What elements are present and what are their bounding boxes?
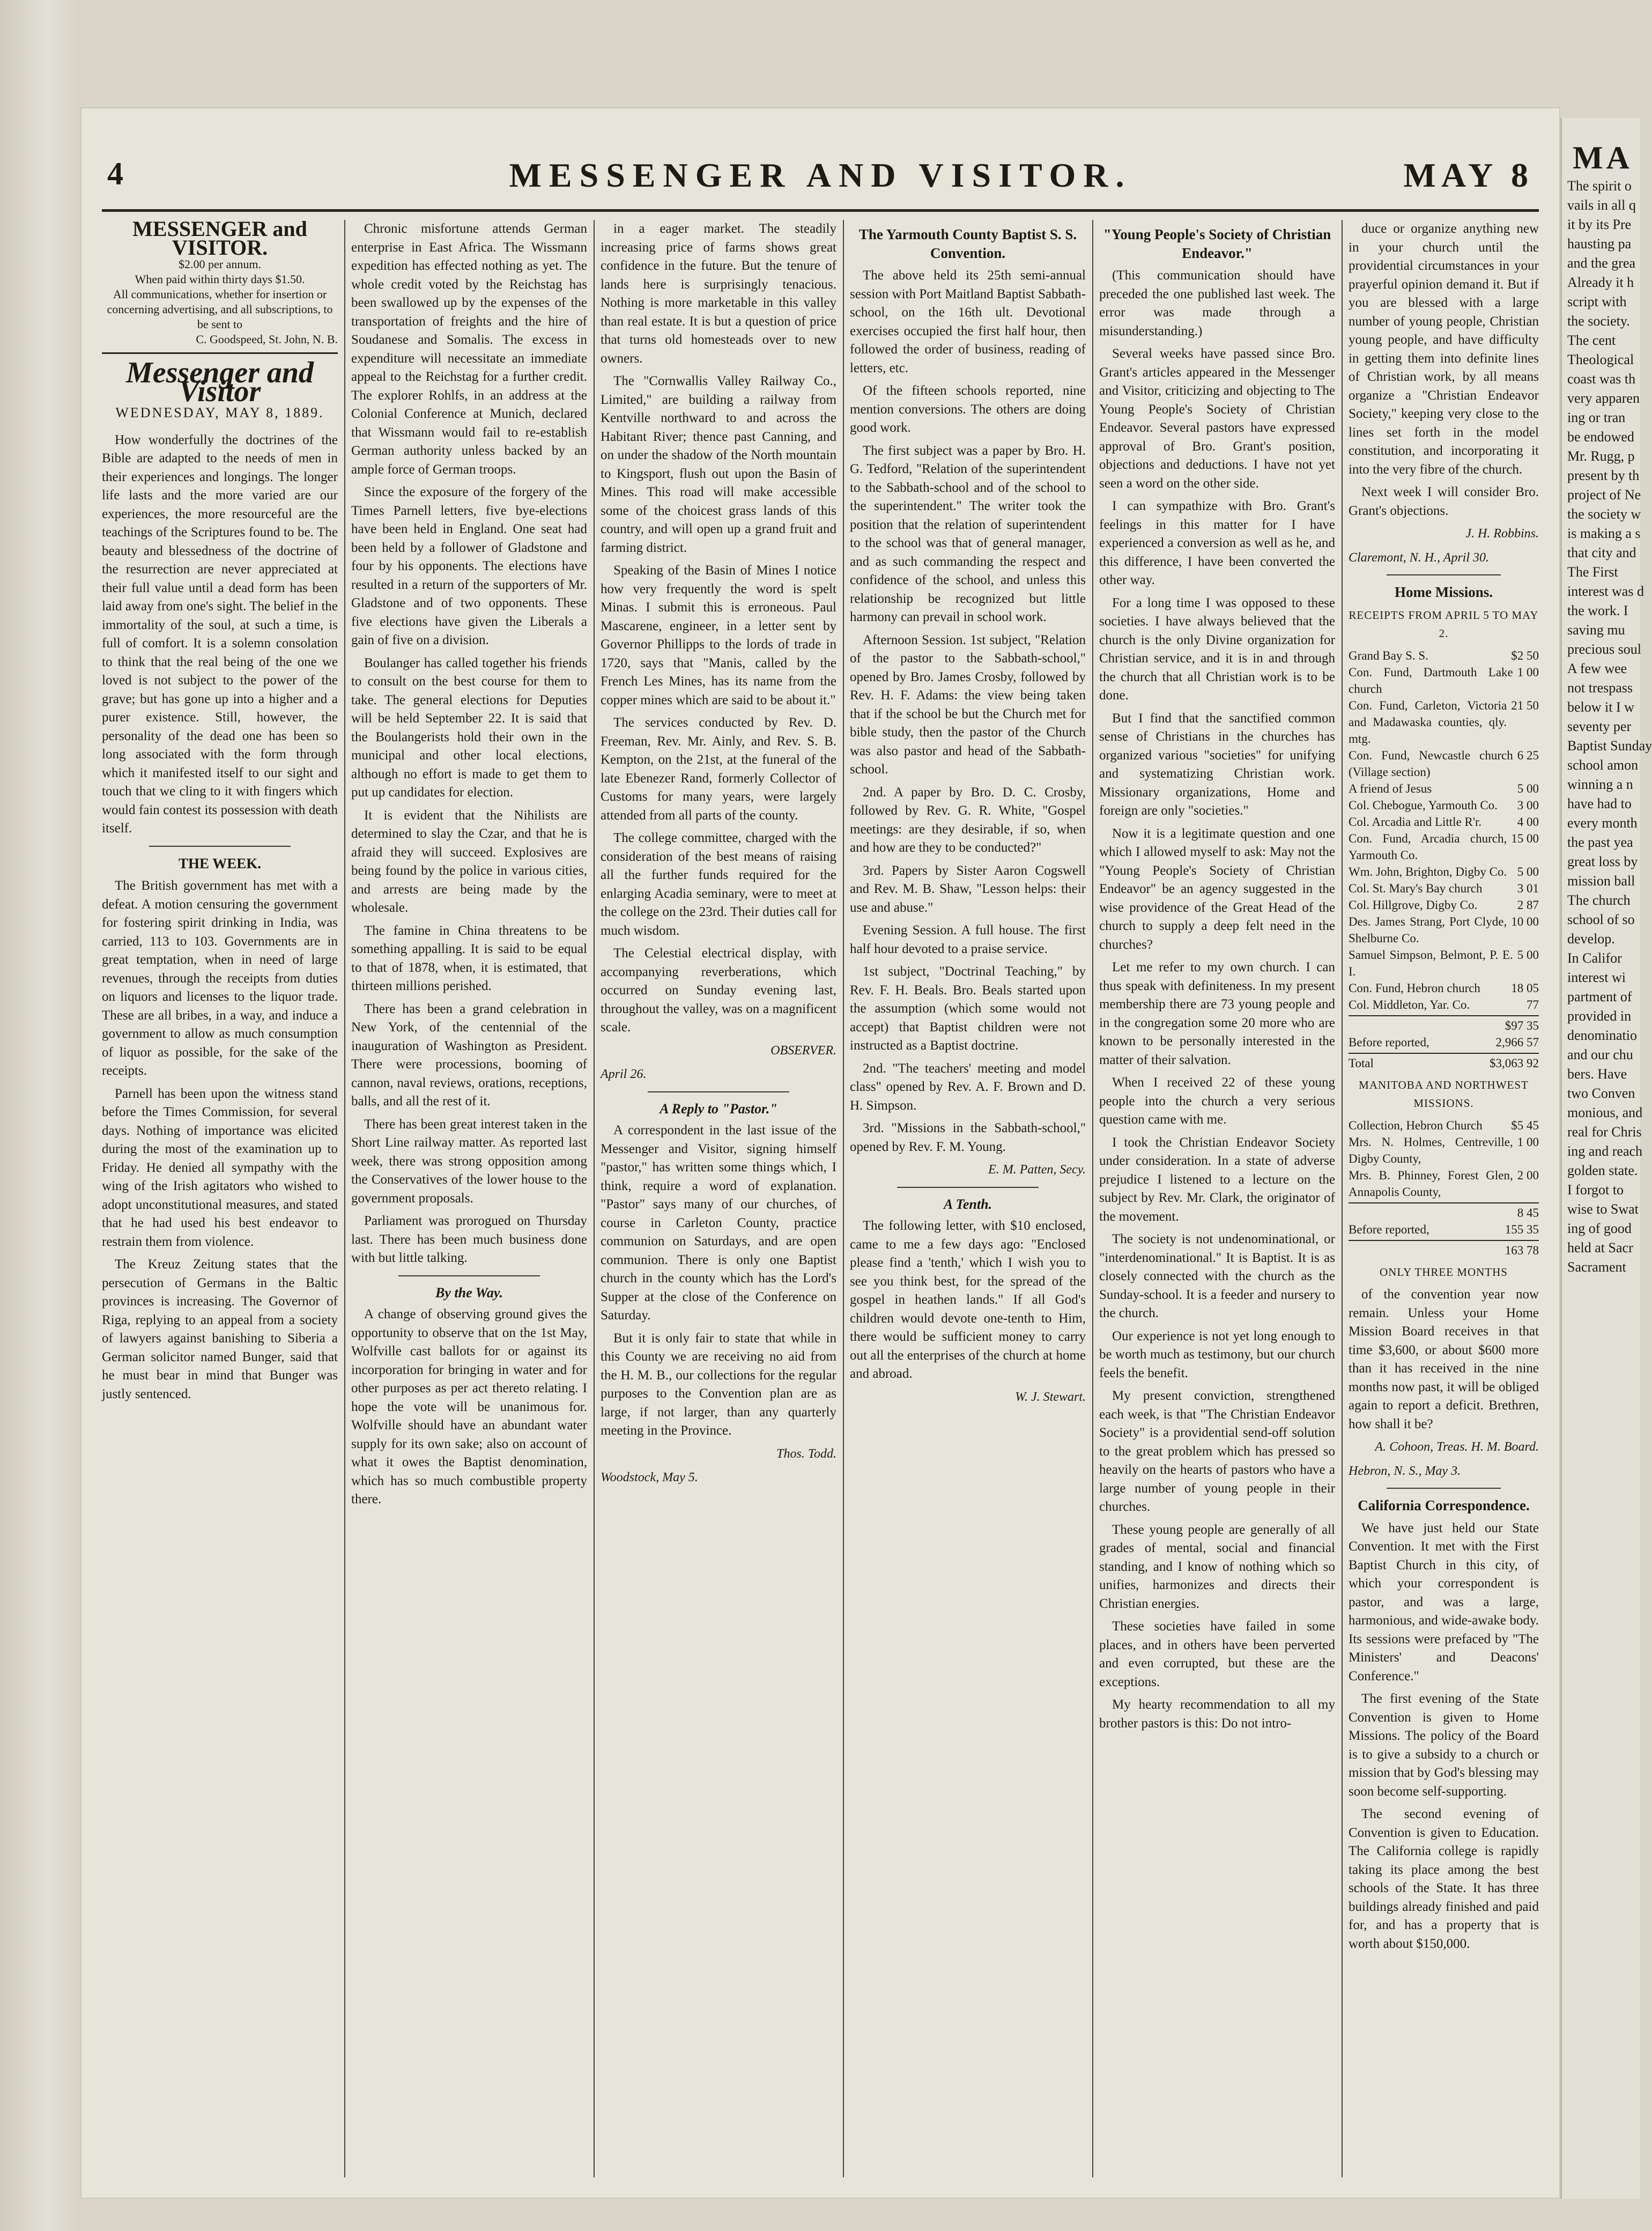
editorial-flag: Messenger and Visitor (125, 356, 314, 408)
article-paragraph: The second evening of Convention is given to Education. The California college is rapidly taking its place among the best schools of the State. It has three buildings already finished and paid for, and has a property that is worth about $150,000. (1349, 1807, 1539, 1951)
ledger-label: Con. Fund, Newcastle church (Village section) (1349, 748, 1513, 779)
adjacent-text-line: I forgot to (1567, 1182, 1624, 1198)
news-paragraph: Since the exposure of the forgery of the Times Parnell letters, five bye-elections have been held in England. One seat had been held by a follower of Gladstone and four by his opponents. The elections have resulted in a return of the supporters of Mr. Gladstone and of two opponents. These five elections have given the Liberals a gain of five on a division. (351, 485, 587, 647)
ledger-label: Con. Fund, Hebron church (1349, 981, 1480, 995)
section-heading-week: THE WEEK. (178, 855, 262, 871)
column-rule (1342, 220, 1343, 2177)
ledger-label: Before reported, (1349, 1035, 1429, 1049)
ledger-amount: 3 01 (1517, 881, 1539, 895)
ledger-row (1349, 1134, 1539, 1167)
ledger-label: Col. Middleton, Yar. Co. (1349, 998, 1470, 1011)
ledger-amount: 5 00 (1517, 948, 1539, 962)
adjacent-text-line: every month (1567, 815, 1638, 831)
adjacent-text-line: and the grea (1567, 255, 1636, 271)
adjacent-text-line: The spirit o (1567, 178, 1632, 194)
adjacent-text-line: that city and (1567, 545, 1636, 560)
separator (1387, 574, 1501, 575)
ledger-row-subtotal (1349, 1202, 1539, 1221)
news-paragraph: There has been great interest taken in the Short Line railway matter. As reported last week, there was strong opposition among the Conservatives of the lower house to the government proposals. (351, 1117, 587, 1206)
manitoba-heading: MANITOBA AND NORTHWEST MISSIONS. (1359, 1078, 1529, 1110)
article-paragraph: Our experience is not yet long enough to be worth much as testimony, but our church feels the benefit. (1099, 1328, 1335, 1380)
column-rule (843, 220, 844, 2177)
ledger-label: Col. Arcadia and Little R'r. (1349, 815, 1482, 829)
article-paragraph: The above held its 25th semi-annual session with Port Maitland Baptist Sabbath-school, on the 16th ult. Devotional exercises occupied the first half hour, then followed the order of business, reading of letters, etc. (850, 268, 1086, 375)
adjacent-text-line: is making a s (1567, 526, 1641, 541)
ledger-amount: 15 00 (1511, 831, 1539, 845)
adjacent-text-line: it by its Pre (1567, 217, 1632, 232)
article-paragraph: duce or organize anything new in your church until the providential circumstances in your prayerful opinion demand it. But if you are blessed with a large number of young people, Christian young people, and have difficulty in getting them into definite lines of Christian work, by all means organize a "Christian Endeavor Society," keeping very close to the lines set forth in the model constitution, and incorporating it into the very fibre of the church. (1349, 221, 1539, 477)
ledger-amount: 2 87 (1517, 898, 1539, 912)
adjacent-text-line: partment of (1567, 989, 1632, 1004)
ledger-row (1349, 747, 1539, 780)
ledger-label: Con. Fund, Carleton, Victoria and Madawaska counties, qly. mtg. (1349, 698, 1507, 745)
masthead-date: MAY 8 (1403, 156, 1534, 194)
ledger-row (1349, 780, 1539, 797)
adjacent-text-line: The cent (1567, 333, 1616, 348)
news-paragraph: It is evident that the Nihilists are determined to slay the Czar, and that he is afraid they will succeed. Explosives are being found by the police in various cities, and arrests are being made by the wholesale. (351, 808, 587, 915)
ledger-amount: 1 00 (1517, 1135, 1539, 1149)
masthead (102, 145, 1539, 209)
signature: OBSERVER. (771, 1043, 836, 1058)
adjacent-text-line: very apparen (1567, 390, 1640, 406)
manitoba-totals (1349, 1202, 1539, 1259)
adjacent-text-line: held at Sacr (1567, 1240, 1633, 1255)
adjacent-text-line: hausting pa (1567, 236, 1632, 252)
adjacent-text-line: Theological (1567, 352, 1634, 367)
article-paragraph: Evening Session. A full house. The first half hour devoted to a praise service. (850, 923, 1086, 956)
article-paragraph: I can sympathize with Bro. Grant's feelings in this matter for I have experienced a conversion as well as he, and this difference, I have been converted the other way. (1099, 499, 1335, 587)
signature: Thos. Todd. (776, 1446, 836, 1461)
article-paragraph: A change of observing ground gives the opportunity to observe that on the 1st May, Wolfville cast ballots for or against its incorporation for bringing in water and for other purposes as per act thereto relating. I hope the vote will be unanimous for. Wolfville should have an abundant water supply for its own sake; also on account of what it owes the Baptist denomination, which has so much combustible property there. (351, 1307, 587, 1506)
article-paragraph: These young people are generally of all grades of mental, social and financial standing, and I know of nothing which so unifies, harmonizes and directs their Christian energies. (1099, 1522, 1335, 1611)
separator (398, 1275, 540, 1276)
article-paragraph: Now it is a legitimate question and one which I allowed myself to ask: May not the "Young People's Society of Christian Endeavor" be an agency suggested in the wise providence of the Great Head of the church to supply a deep felt need in the churches? (1099, 826, 1335, 952)
newspaper-page (80, 107, 1560, 2199)
ledger-row (1349, 863, 1539, 880)
article-paragraph: My present conviction, strengthened each week, is that "The Christian Endeavor Society" is a providential send-off solution to the great problem which has pressed so heavily on the hearts of pastors who have a large number of young people in their churches. (1099, 1388, 1335, 1514)
ledger-amount: 2 00 (1517, 1168, 1539, 1182)
adjacent-text-line: winning a n (1567, 777, 1633, 792)
ledger-amount: $3,063 92 (1490, 1056, 1539, 1070)
ledger-label: Col. St. Mary's Bay church (1349, 881, 1483, 895)
ledger-row (1349, 1167, 1539, 1200)
news-paragraph: The British government has met with a defeat. A motion censuring the government for fostering spirit drinking in India, was carried, 113 to 103. Governments are in great temptation, when in need of large revenues, through the receipts from duties on liquors and licenses to the liquor trade. These are all bribes, in a way, and induce a government to allow as much consumption of liquor as possible, for the sake of the receipts. (102, 878, 338, 1078)
adjacent-text-line: ing and reach (1567, 1143, 1643, 1159)
ledger-label: Col. Hillgrove, Digby Co. (1349, 898, 1478, 912)
section-heading-yarmouth: The Yarmouth County Baptist S. S. Convention. (858, 226, 1077, 261)
adjacent-text-line: provided in (1567, 1008, 1632, 1024)
ledger-label: Total (1349, 1056, 1374, 1070)
receipts-heading: RECEIPTS FROM APRIL 5 TO MAY 2. (1349, 608, 1539, 640)
ledger-row (1349, 996, 1539, 1013)
news-paragraph: Chronic misfortune attends German enterprise in East Africa. The Wissmann expedition has effected nothing as yet. The whole credit voted by the Reichstag has been swallowed up by the expenses of the transportation of freights and the hire of Soudanese and Somalis. The excess in expenditure will necessitate an immediate appeal to the Reichstag for a further credit. The explorer Rohlfs, in an address at the Colonial Conference at Munich, declared that Wissmann would fail to re-establish German authority unless backed by an ample force of German troops. (351, 221, 587, 477)
article-paragraph: But it is only fair to state that while in this County we are receiving no aid from the H. M. B., our collections for the regular purposes to the Convention plan are as large, if not larger, than any quarterly meeting in the Province. (601, 1331, 836, 1438)
ledger-amount: 4 00 (1517, 815, 1539, 829)
adjacent-text-line: and our chu (1567, 1047, 1633, 1062)
separator (1387, 1488, 1501, 1489)
newspaper-title: MESSENGER AND VISITOR. (509, 156, 1132, 194)
article-paragraph: The services conducted by Rev. D. Freeman, Rev. Mr. Ainly, and Rev. S. B. Kempton, on the 21st, at the funeral of the late Ebenezer Rand, formerly Collector of Customs for many years, were largely attended from all parts of the county. (601, 715, 836, 823)
adjacent-text-line: coast was th (1567, 371, 1636, 387)
article-paragraph: in a eager market. The steadily increasing price of farms shows great confidence in the future. But the tenure of lands here is surprisingly tenacious. Nothing is more marketable in this valley than real estate. It is but a question of price that turns old homesteads over to new owners. (601, 221, 836, 366)
news-paragraph: The famine in China threatens to be something appalling. It is said to be equal to that of 1878, when, it is estimated, that thirteen millions perished. (351, 923, 587, 993)
ledger-label: Collection, Hebron Church (1349, 1118, 1483, 1132)
column-rule (344, 220, 345, 2177)
news-paragraph: There has been a grand celebration in New York, of the centennial of the inauguration of Washington as President. There were processions, booming of cannon, naval reviews, orations, receptions, balls, and all the rest of it. (351, 1001, 587, 1109)
adjacent-text-line: not trespass (1567, 680, 1633, 696)
adjacent-text-line: great loss by (1567, 854, 1638, 869)
separator (897, 1187, 1039, 1188)
article-paragraph: Afternoon Session. 1st subject, "Relation of the pastor to the Sabbath-school," opened by Bro. James Crosby, followed by Rev. H. F. Adams: the view being taken that if the school be but the Church met for bible study, then the pastor of the Church was also pastor and head of the Sabbath-school. (850, 632, 1086, 777)
adjacent-text-line: develop. (1567, 931, 1615, 947)
ledger-label: Samuel Simpson, Belmont, P. E. I. (1349, 948, 1513, 978)
article-paragraph: The college committee, charged with the consideration of the best means of raising all the further funds required for the enlarging Acadia seminary, were to meet at the college on the 23rd. Their duties call for much wisdom. (601, 831, 836, 938)
box-title: MESSENGER and VISITOR. (132, 217, 307, 260)
adjacent-text-line: The First (1567, 564, 1618, 580)
adjacent-text-line: Mr. Rugg, p (1567, 448, 1635, 464)
section-heading-tenth: A Tenth. (943, 1196, 992, 1212)
adjacent-text-line: below it I w (1567, 699, 1634, 715)
only-three-months: ONLY THREE MONTHS (1380, 1265, 1508, 1279)
separator (648, 1091, 789, 1092)
ledger-row-subtotal (1349, 1015, 1539, 1034)
column-1 (102, 217, 338, 2177)
issue-date: WEDNESDAY, MAY 8, 1889. (115, 405, 324, 420)
column-2 (351, 220, 587, 2177)
box-price: $2.00 per annum. (179, 257, 261, 271)
column-rule (594, 220, 595, 2177)
article-paragraph: When I received 22 of these young people into the church a very serious question came with me. (1099, 1075, 1335, 1127)
ledger-amount: 3 00 (1517, 798, 1539, 812)
adjacent-text-line: precious soul (1567, 641, 1641, 657)
article-paragraph: These societies have failed in some places, and in others have been perverted and even corrupted, but these are the exceptions. (1099, 1619, 1335, 1689)
adjacent-text-line: be endowed (1567, 429, 1634, 445)
ledger-row (1349, 880, 1539, 897)
article-paragraph: The Celestial electrical display, with accompanying reverberations, which occurred on Sunday evening last, throughout the valley, was on a magnificent scale. (601, 946, 836, 1035)
ledger-row-before-reported (1349, 1034, 1539, 1051)
ledger-label: Des. James Strang, Port Clyde, Shelburne Co. (1349, 914, 1507, 945)
signature: E. M. Patten, Secy. (988, 1163, 1086, 1177)
adjacent-text-line: golden state. (1567, 1163, 1638, 1178)
adjacent-text-line: school amon (1567, 757, 1639, 773)
ledger-row (1349, 814, 1539, 830)
adjacent-text-line: the society. (1567, 313, 1630, 329)
adjacent-text-line: the past yea (1567, 834, 1633, 850)
ledger-amount: $5 45 (1511, 1118, 1539, 1132)
article-paragraph: A correspondent in the last issue of the Messenger and Visitor, signing himself "pastor," has written some things which, I think, require a word of explanation. "Pastor" says many of our churches, of course in Carleton County, practice communion on Saturdays, and are open communion. There is only one Baptist church in the county which has the Lord's Supper at the close of the Conference on Saturday. (601, 1123, 836, 1323)
column-3 (601, 220, 836, 2177)
page-number: 4 (107, 156, 123, 191)
adjacent-text-line: denominatio (1567, 1028, 1637, 1043)
news-paragraph: Parnell has been upon the witness stand before the Times Commission, for several days. Nothing of importance was elicited during the most of the examination up to Friday. He denied all sympathy with the wing of the Irish agitators who wished to adopt unconstitutional measures, and stated that he had used his best endeavor to restrain them from violence. (102, 1086, 338, 1249)
ledger-label: Mrs. B. Phinney, Forest Glen, Annapolis County, (1349, 1168, 1513, 1199)
adjacent-text-line: mission ball (1567, 873, 1635, 889)
signature: W. J. Stewart. (1015, 1390, 1086, 1404)
adjacent-text-line: interest was d (1567, 583, 1644, 599)
adjacent-text-line: real for Chris (1567, 1124, 1642, 1140)
signature: A. Cohoon, Treas. H. M. Board. (1375, 1440, 1539, 1454)
column-5 (1099, 220, 1335, 2177)
article-paragraph: Next week I will consider Bro. Grant's objections. (1349, 485, 1539, 518)
adjacent-text-line: In Califor (1567, 950, 1622, 966)
ledger-label: Col. Chebogue, Yarmouth Co. (1349, 798, 1498, 812)
news-paragraph: Boulanger has called together his friends to consult on the best course for them to take. The general elections for Deputies will be held September 22. It is said that the Boulangerists hold their own in the municipal and other local elections, although no effort is made to get them to put up candidates for election. (351, 655, 587, 800)
article-paragraph: 1st subject, "Doctrinal Teaching," by Rev. F. H. Beals. Bro. Beals started upon the assumption (which some would not accept) that Baptist children were not instructed as a Baptist doctrine. (850, 964, 1086, 1053)
article-paragraph: The society is not undenominational, or "interdenominational." It is Baptist. It is as closely connected with the church as the Sunday-school. It is a feeder and nursery to the church. (1099, 1232, 1335, 1320)
article-paragraph: The following letter, with $10 enclosed, came to me a few days ago: "Enclosed please find a 'tenth,' which I wish you to see you think best, for the spread of the gospel in heathen lands." If all God's children would devote one-tenth to Him, there would be sufficient money to carry out all the enterprises of the church at home and abroad. (850, 1218, 1086, 1381)
adjacent-text-line: Baptist Sunday (1567, 738, 1652, 753)
adjacent-text-line: present by th (1567, 468, 1640, 483)
adjacent-text-line: two Conven (1567, 1085, 1635, 1101)
article-paragraph: Speaking of the Basin of Mines I notice how very frequently the word is spelt Minas. I submit this is erroneous. Paul Mascarene, engineer, in a letter sent by Governor Phillipps to the lords of trade in 1720, says that "Manis, called by the French Les Mines, has its name from the copper mines which are said to be about it." (601, 563, 836, 707)
receipts-ledger (1349, 647, 1539, 1013)
adjacent-text (1562, 176, 1652, 1277)
section-heading-home-missions: Home Missions. (1394, 584, 1493, 600)
ledger-amount: 77 (1527, 998, 1539, 1011)
adjacent-text-line: project of Ne (1567, 487, 1641, 503)
adjacent-text-line: ing of good (1567, 1221, 1632, 1236)
article-paragraph: The "Cornwallis Valley Railway Co., Limited," are building a railway from Kentville northward to and across the Habitant River; thence past Canning, and on under the shadow of the North mountain to Kingsport, flush out upon the Basin of Mines. This road will make accessible some of the choicest grass lands of this country, and will open up a grand fruit and farming district. (601, 374, 836, 555)
ledger-label: Con. Fund, Dartmouth Lake church (1349, 665, 1513, 696)
adjacent-text-line: The church (1567, 892, 1631, 908)
ledger-row-before-reported (1349, 1221, 1539, 1238)
ledger-row (1349, 697, 1539, 747)
ledger-amount: 5 00 (1517, 865, 1539, 878)
article-paragraph: Let me refer to my own church. I can thus speak with definiteness. In my present membership there are 73 young people and in the congregation some 20 more who are known to be personally interested in the matter of their salvation. (1099, 960, 1335, 1067)
box-address: C. Goodspeed, St. John, N. B. (196, 333, 338, 346)
ledger-amount: 18 05 (1511, 981, 1539, 995)
box-note: All communications, whether for insertion or concerning advertising, and all subscriptions, to be sent to (107, 287, 333, 331)
signature: J. H. Robbins. (1465, 527, 1539, 541)
adjacent-masthead: MA (1573, 140, 1633, 175)
editorial-paragraph: How wonderfully the doctrines of the Bible are adapted to the needs of men in their experiences and longings. The longer life lasts and the more varied are our experiences, the more resourceful are the teachings of the Scriptures found to be. The beauty and blessedness of the doctrine of the resurrection are never appreciated at their full value until a dead form has been laid away from one's sight. The belief in the immortality of the soul, at such a time, is full of comfort. It is a solemn consolation to think that the real being of the one we loved is not subject to the power of the grave; but has gone up into a higher and a purer existence. Still, however, the personality of the dead one has been so long associated with the form through which it manifested itself to our sight and touch that we cling to it with fingers which would fain contest its possession with death itself. (102, 432, 338, 836)
article-paragraph: 2nd. "The teachers' meeting and model class" opened by Rev. A. F. Brown and D. H. Simpson. (850, 1061, 1086, 1113)
adjacent-text-line: have had to (1567, 796, 1632, 811)
ledger-row (1349, 980, 1539, 996)
section-heading-reply: A Reply to "Pastor." (660, 1100, 777, 1117)
ledger-amount: 10 00 (1511, 914, 1539, 928)
ledger-row (1349, 947, 1539, 980)
ledger-amount: 155 35 (1505, 1222, 1539, 1236)
ledger-amount: 163 78 (1505, 1243, 1539, 1257)
ledger-label: Before reported, (1349, 1222, 1429, 1236)
adjacent-text-line: Sacrament (1567, 1259, 1626, 1275)
subscription-box (102, 217, 338, 354)
adjacent-text-line: saving mu (1567, 622, 1625, 638)
adjacent-text-line: school of so (1567, 912, 1635, 927)
ledger-label: A friend of Jesus (1349, 781, 1432, 795)
adjacent-text-line: A few wee (1567, 661, 1627, 676)
column-area (102, 217, 1539, 2177)
article-paragraph: The first evening of the State Convention is given to Home Missions. The policy of the Board is to give a subsidy to a church or mission that by God's blessing may soon become self-supporting. (1349, 1691, 1539, 1799)
ledger-amount: $2 50 (1511, 648, 1539, 662)
ledger-row (1349, 897, 1539, 913)
adjacent-text-line: ing or tran (1567, 410, 1626, 425)
adjacent-text-line: wise to Swat (1567, 1201, 1639, 1217)
adjacent-text-line: interest wi (1567, 970, 1626, 985)
article-paragraph: We have just held our State Convention. It met with the First Baptist Church in this city, of which your correspondent is pastor, and was a large, harmonious, and wide-awake body. Its sessions were prefaced by "The Ministers' and Deacons' Conference." (1349, 1520, 1539, 1683)
adjacent-text-line: Already it h (1567, 275, 1634, 290)
ledger-row-total (1349, 1240, 1539, 1259)
adjacent-text-line: the society w (1567, 506, 1641, 522)
ledger-row (1349, 647, 1539, 664)
article-paragraph: of the convention year now remain. Unless your Home Mission Board receives in that time $3,600, or about $600 more than it has received in the nine months now past, it will be obliged again to report a deficit. Brethren, how shall it be? (1349, 1287, 1539, 1431)
ledger-row (1349, 797, 1539, 814)
ledger-label: Grand Bay S. S. (1349, 648, 1428, 662)
article-paragraph: My hearty recommendation to all my brother pastors is this: Do not intro- (1099, 1697, 1335, 1731)
column-rule (1092, 220, 1093, 2177)
adjacent-text-line: script with (1567, 294, 1627, 309)
adjacent-page-edge (1560, 118, 1652, 2199)
article-paragraph: Several weeks have passed since Bro. Grant's articles appeared in the Messenger and Visitor, criticizing and objecting to The Young People's Society of Christian Endeavor. Several pastors have expressed approval of Bro. Grant's position, objections and deductions. I have not yet seen a word on the other side. (1099, 346, 1335, 491)
ledger-label: Con. Fund, Arcadia church, Yarmouth Co. (1349, 831, 1507, 862)
editor-note: (This communication should have preceded the one published last week. The error was made through a misunderstanding.) (1099, 268, 1335, 338)
ledger-row (1349, 830, 1539, 863)
ledger-label: Wm. John, Brighton, Digby Co. (1349, 865, 1507, 878)
box-terms: When paid within thirty days $1.50. (135, 272, 305, 286)
ledger-row-total (1349, 1053, 1539, 1072)
adjacent-text-line: seventy per (1567, 719, 1632, 734)
ledger-amount: 8 45 (1517, 1206, 1539, 1220)
ledger-amount: 6 25 (1517, 748, 1539, 762)
section-heading-california: California Correspondence. (1358, 1497, 1530, 1513)
ledger-row (1349, 664, 1539, 697)
ledger-label: Mrs. N. Holmes, Centreville, Digby County, (1349, 1135, 1513, 1165)
article-paragraph: But I find that the sanctified common sense of Christians in the churches has organized various "societies" for unifying and systematizing Christian work. Missionary organizations, Home and foreign are only "societies." (1099, 711, 1335, 818)
adjacent-text-line: monious, and (1567, 1105, 1643, 1120)
ledger-amount: 1 00 (1517, 665, 1539, 679)
receipts-totals (1349, 1015, 1539, 1072)
article-paragraph: 3rd. "Missions in the Sabbath-school," opened by Rev. F. M. Young. (850, 1121, 1086, 1154)
scan-margin (0, 0, 80, 2231)
section-heading-christian-endeavor: "Young People's Society of Christian Endeavor." (1103, 226, 1331, 261)
dateline: April 26. (601, 1067, 647, 1081)
article-paragraph: 2nd. A paper by Bro. D. C. Crosby, followed by Rev. G. R. White, "Gospel meetings: are they desirable, if so, when and how are they to be conducted?" (850, 785, 1086, 855)
section-heading-by-the-way: By the Way. (435, 1284, 503, 1301)
ledger-amount: 21 50 (1511, 698, 1539, 712)
column-6 (1349, 220, 1539, 2177)
ledger-amount: 5 00 (1517, 781, 1539, 795)
column-4 (850, 220, 1086, 2177)
article-paragraph: I took the Christian Endeavor Society under consideration. In a state of adverse prejudice I listened to a lecture on the subject by Rev. Mr. Clark, the originator of the movement. (1099, 1135, 1335, 1224)
masthead-rule (102, 209, 1539, 212)
ledger-amount: 2,966 57 (1495, 1035, 1539, 1049)
article-paragraph: The first subject was a paper by Bro. H. G. Tedford, "Relation of the superintendent to the Sabbath-school and of the school to the superintendent." The writer took the position that the relation of superintendent to the school was that of general manager, and as such commanding the respect and confidence of the school, and unless this relationship be recognized but little harmony can prevail in school work. (850, 443, 1086, 624)
ledger-row (1349, 1117, 1539, 1134)
dateline: Woodstock, May 5. (601, 1471, 698, 1484)
adjacent-text-line: bers. Have (1567, 1066, 1627, 1082)
ledger-row (1349, 913, 1539, 947)
news-paragraph: The Kreuz Zeitung states that the persecution of Germans in the Baltic provinces is increasing. The Governor of Riga, replying to an appeal from a society of lawyers against banishing to Siberia a German solicitor named Bunger, said that he must bear in mind that Bunger was justly sentenced. (102, 1257, 338, 1401)
article-paragraph: For a long time I was opposed to these societies. I have always believed that the church is the only Divine organization for Christian service, and it is in and through the church that all Christian work is to be done. (1099, 595, 1335, 703)
manitoba-ledger (1349, 1117, 1539, 1200)
news-paragraph: Parliament was prorogued on Thursday last. There has been much business done with but little talking. (351, 1214, 587, 1265)
adjacent-text-line: the work. I (1567, 603, 1628, 618)
article-paragraph: Of the fifteen schools reported, nine mention conversions. The others are doing good work. (850, 383, 1086, 435)
article-paragraph: 3rd. Papers by Sister Aaron Cogswell and Rev. M. B. Shaw, "Lesson helps: their use and abuse." (850, 863, 1086, 915)
dateline: Claremont, N. H., April 30. (1349, 550, 1490, 565)
separator (149, 846, 291, 847)
ledger-amount: $97 35 (1505, 1018, 1539, 1032)
adjacent-text-line: vails in all q (1567, 197, 1636, 213)
dateline: Hebron, N. S., May 3. (1349, 1464, 1461, 1478)
